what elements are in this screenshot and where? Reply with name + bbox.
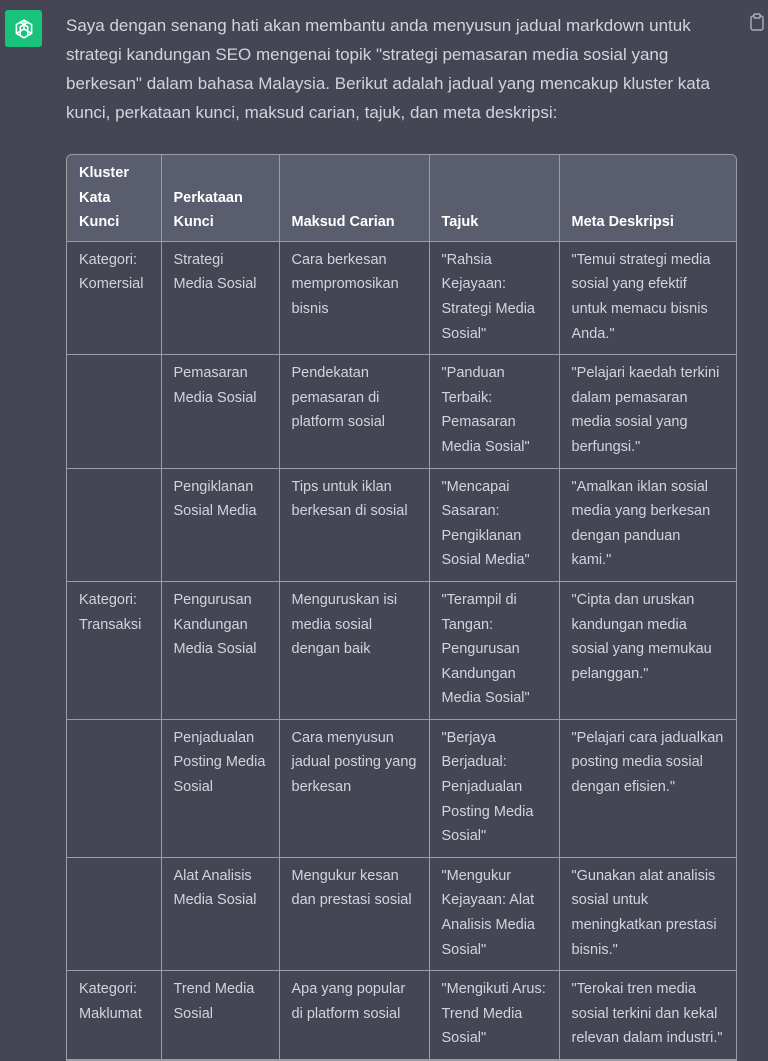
table-row bbox=[67, 857, 736, 970]
table-row bbox=[67, 468, 736, 581]
table-cell: Pemasaran Media Sosial bbox=[161, 355, 279, 468]
table-cell: Apa yang popular di platform sosial bbox=[279, 971, 429, 1060]
table-cell: Cara menyusun jadual posting yang berkesan bbox=[279, 719, 429, 857]
table-cell: "Temui strategi media sosial yang efektif untuk memacu bisnis Anda." bbox=[559, 241, 736, 354]
table-cell: "Pelajari cara jadualkan posting media sosial dengan efisien." bbox=[559, 719, 736, 857]
table-cell: Mengukur kesan dan prestasi sosial bbox=[279, 857, 429, 970]
table-cell: "Rahsia Kejayaan: Strategi Media Sosial" bbox=[429, 241, 559, 354]
table-cell: Alat Analisis Media Sosial bbox=[161, 857, 279, 970]
table-cell: Pendekatan pemasaran di platform sosial bbox=[279, 355, 429, 468]
header-meta-deskripsi: Meta Deskripsi bbox=[559, 155, 736, 241]
table-cell: Menguruskan isi media sosial dengan baik bbox=[279, 581, 429, 719]
table-cell: "Terampil di Tangan: Pengurusan Kandungan Media Sosial" bbox=[429, 581, 559, 719]
table-cell: "Gunakan alat analisis sosial untuk meningkatkan prestasi bisnis." bbox=[559, 857, 736, 970]
table-cell: "Mencapai Sasaran: Pengiklanan Sosial Media" bbox=[429, 468, 559, 581]
table-cell: "Amalkan iklan sosial media yang berkesan dengan panduan kami." bbox=[559, 468, 736, 581]
header-tajuk: Tajuk bbox=[429, 155, 559, 241]
header-perkataan-kunci: Perkataan Kunci bbox=[161, 155, 279, 241]
table-cell bbox=[67, 468, 161, 581]
table-cell: "Cipta dan uruskan kandungan media sosial yang memukau pelanggan." bbox=[559, 581, 736, 719]
table-cell: Kategori: Komersial bbox=[67, 241, 161, 354]
assistant-avatar bbox=[5, 10, 42, 47]
table-row bbox=[67, 581, 736, 719]
table-cell: "Mengukur Kejayaan: Alat Analisis Media Sosial" bbox=[429, 857, 559, 970]
clipboard-icon[interactable] bbox=[749, 13, 765, 31]
table-cell: "Berjaya Berjadual: Penjadualan Posting Media Sosial" bbox=[429, 719, 559, 857]
openai-logo-icon bbox=[12, 17, 36, 41]
table-row bbox=[67, 971, 736, 1060]
table-cell: "Mengikuti Arus: Trend Media Sosial" bbox=[429, 971, 559, 1060]
table-cell bbox=[67, 719, 161, 857]
table-cell bbox=[67, 857, 161, 970]
table-cell: Penjadualan Posting Media Sosial bbox=[161, 719, 279, 857]
table-row bbox=[67, 355, 736, 468]
seo-strategy-table bbox=[66, 154, 737, 1061]
table-cell: Tips untuk iklan berkesan di sosial bbox=[279, 468, 429, 581]
table-row bbox=[67, 241, 736, 354]
table-cell: "Panduan Terbaik: Pemasaran Media Sosial" bbox=[429, 355, 559, 468]
table-cell: Pengiklanan Sosial Media bbox=[161, 468, 279, 581]
table-cell: Pengurusan Kandungan Media Sosial bbox=[161, 581, 279, 719]
header-kluster-kata-kunci: Kluster Kata Kunci bbox=[67, 155, 161, 241]
table-header-row bbox=[67, 155, 736, 241]
table-cell: Cara berkesan mempromosikan bisnis bbox=[279, 241, 429, 354]
table-cell: Strategi Media Sosial bbox=[161, 241, 279, 354]
table-cell: Kategori: Transaksi bbox=[67, 581, 161, 719]
table-cell: "Terokai tren media sosial terkini dan kekal relevan dalam industri." bbox=[559, 971, 736, 1060]
table-cell: "Pelajari kaedah terkini dalam pemasaran media sosial yang berfungsi." bbox=[559, 355, 736, 468]
table-cell: Kategori: Maklumat bbox=[67, 971, 161, 1060]
table-cell bbox=[67, 355, 161, 468]
table-cell: Trend Media Sosial bbox=[161, 971, 279, 1060]
header-maksud-carian: Maksud Carian bbox=[279, 155, 429, 241]
assistant-message-intro: Saya dengan senang hati akan membantu anda menyusun jadual markdown untuk strategi kandungan SEO mengenai topik "strategi pemasaran media sosial yang berkesan" dalam bahasa Malaysia. Berikut adalah jadual yang mencakup kluster kata kunci, perkataan kunci, maksud carian, tajuk, dan meta deskripsi: bbox=[66, 16, 710, 122]
table-row bbox=[67, 719, 736, 857]
